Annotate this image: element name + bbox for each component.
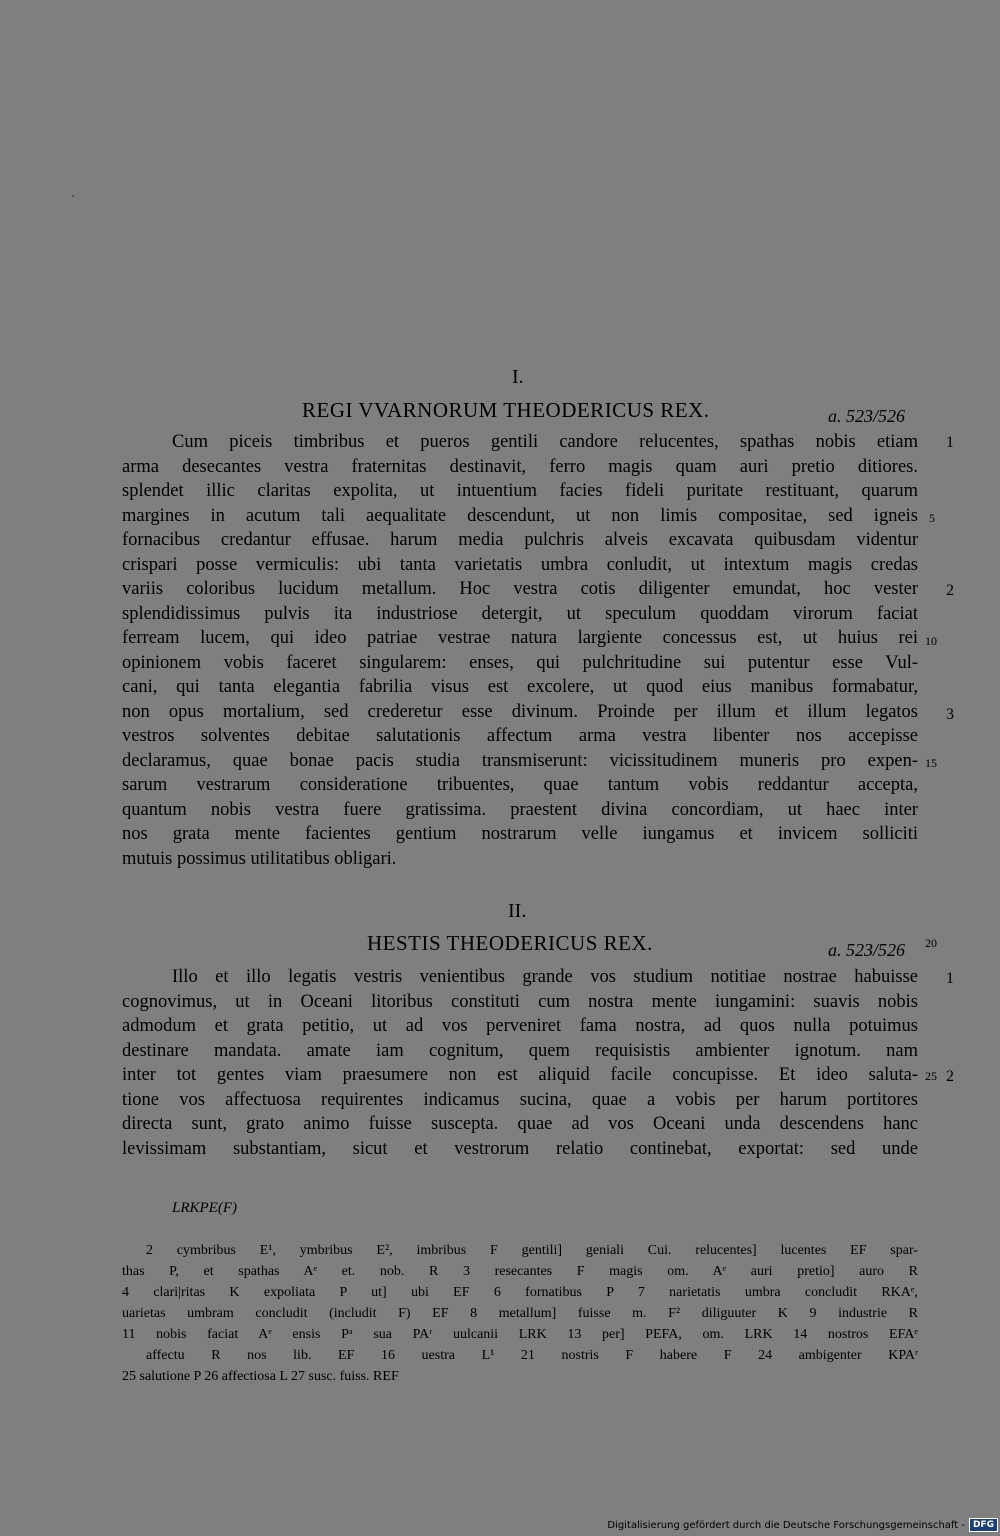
- text-line: vestros solventes debitae salutationis affectum arma vestra libenter nos accepisse: [122, 726, 918, 746]
- digitization-footer: [607, 1518, 998, 1532]
- text-line: directa sunt, grato animo fuisse suscepta. quae ad vos Oceani unda descendens hanc: [122, 1114, 918, 1134]
- apparatus-line: 11 nobis faciat Aᵉ ensis Pᵃ sua PAʳ uulcanii LRK 13 per] PEFA, om. LRK 14 nostros EFAᵉ: [122, 1327, 918, 1342]
- text-line: ferream lucem, qui ideo patriae vestrae natura largiente concessus est, ut huius rei: [122, 628, 918, 648]
- text-line: mutuis possimus utilitatibus obligari.: [122, 848, 397, 869]
- section-number: 1: [946, 434, 954, 451]
- text-line: cognovimus, ut in Oceani litoribus constituti cum nostra mente iungamini: suavis nobis: [122, 991, 918, 1012]
- line-number: 20: [925, 936, 937, 950]
- text-line: crispari posse vermiculis: ubi tanta varietatis umbra conludit, ut intextum magis credas: [122, 554, 918, 575]
- apparatus-siglum: LRKPE(F): [172, 1200, 237, 1216]
- text-line: sarum vestrarum consideratione tribuentes, quae tantum vobis reddantur accepta,: [122, 775, 918, 795]
- text-line: Illo et illo legatis vestris venientibus grande vos studium notitiae nostrae habuisse: [172, 967, 918, 987]
- page-speck: [72, 195, 74, 197]
- text-line: splendidissimus pulvis ita industriose detergit, ut speculum quoddam virorum faciat: [122, 603, 918, 624]
- letter-2-date: a. 523/526: [828, 940, 906, 960]
- footer-text: Digitalisierung gefördert durch die Deutsche Forschungsgemeinschaft -: [607, 1519, 965, 1531]
- apparatus-line: thas P, et spathas Aᵉ et. nob. R 3 resecantes F magis om. Aᵉ auri pretio] auro R: [122, 1264, 918, 1279]
- apparatus-line: 4 clari|ritas K expoliata P ut] ubi EF 6 fornatibus P 7 narietatis umbra concludit RKAᵉ,: [122, 1285, 918, 1300]
- text-line: arma desecantes vestra fraternitas destinavit, ferro magis quam auri pretio ditiores.: [122, 456, 918, 477]
- line-number: 15: [925, 756, 937, 770]
- line-number: 5: [929, 511, 935, 525]
- line-number: 25: [925, 1069, 937, 1083]
- text-line: variis coloribus lucidum metallum. Hoc vestra cotis diligenter emundat, hoc vester: [122, 579, 918, 599]
- text-line: cani, qui tanta elegantia fabrilia visus est excolere, ut quod eius manibus formabatur,: [122, 677, 918, 697]
- section-number: 2: [946, 1068, 954, 1085]
- text-line: non opus mortalium, sed crederetur esse divinum. Proinde per illum et illum legatos: [122, 701, 918, 722]
- text-line: fornacibus credantur effusae. harum media pulchris alveis excavata quibusdam videntur: [122, 530, 918, 550]
- letter-1-date: a. 523/526: [828, 406, 906, 426]
- text-line: admodum et grata petitio, ut ad vos perveniret fama nostra, ad quos nulla potuimus: [122, 1016, 918, 1036]
- text-line: Cum piceis timbribus et pueros gentili candore relucentes, spathas nobis etiam: [172, 432, 918, 452]
- apparatus-line: 25 salutione P 26 affectiosa L 27 susc. fuiss. REF: [122, 1369, 399, 1384]
- letter-1-number: I.: [512, 366, 524, 388]
- text-line: tione vos affectuosa requirentes indicamus sucina, quae a vobis per harum portitores: [122, 1089, 918, 1110]
- letter-2-number: II.: [508, 900, 527, 922]
- letter-1-heading: REGI VVARNORUM THEODERICUS REX.: [302, 398, 710, 422]
- text-line: inter tot gentes viam praesumere non est aliquid facile concupisse. Et ideo saluta-: [122, 1065, 918, 1085]
- section-number: 2: [946, 582, 954, 599]
- letter-2-heading: HESTIS THEODERICUS REX.: [367, 931, 653, 955]
- text-line: margines in acutum tali aequalitate descendunt, ut non limis compositae, sed igneis: [122, 505, 918, 526]
- apparatus-line: 2 cymbribus E¹, ymbribus E², imbribus F gentili] geniali Cui. relucentes] lucentes EF spar-: [146, 1243, 918, 1258]
- text-line: nos grata mente facientes gentium nostrarum velle iungamus et invicem solliciti: [122, 824, 918, 844]
- section-number: 1: [946, 970, 954, 987]
- line-number: 10: [925, 634, 937, 648]
- text-line: destinare mandata. amate iam cognitum, quem requisistis ambienter ignotum. nam: [122, 1040, 918, 1061]
- text-line: splendet illic claritas expolita, ut intuentium facies fideli puritate restituant, quarum: [122, 481, 918, 501]
- apparatus-line: uarietas umbram concludit (includit F) EF 8 metallum] fuisse m. F² diliguuter K 9 industrie R: [122, 1306, 918, 1321]
- text-line: declaramus, quae bonae pacis studia transmiserunt: vicissitudinem muneris pro expen-: [122, 750, 918, 771]
- dfg-logo[interactable]: DFG: [969, 1518, 998, 1532]
- text-line: levissimam substantiam, sicut et vestrorum relatio continebat, exportat: sed unde: [122, 1138, 918, 1159]
- text-line: quantum nobis vestra fuere gratissima. praestent divina concordiam, ut haec inter: [122, 799, 918, 820]
- section-number: 3: [946, 706, 954, 723]
- text-line: opinionem vobis faceret singularem: enses, qui pulchritudine sui putentur esse Vul-: [122, 652, 918, 673]
- apparatus-line: affectu R nos lib. EF 16 uestra L¹ 21 nostris F habere F 24 ambigenter KPAʳ: [146, 1348, 918, 1363]
